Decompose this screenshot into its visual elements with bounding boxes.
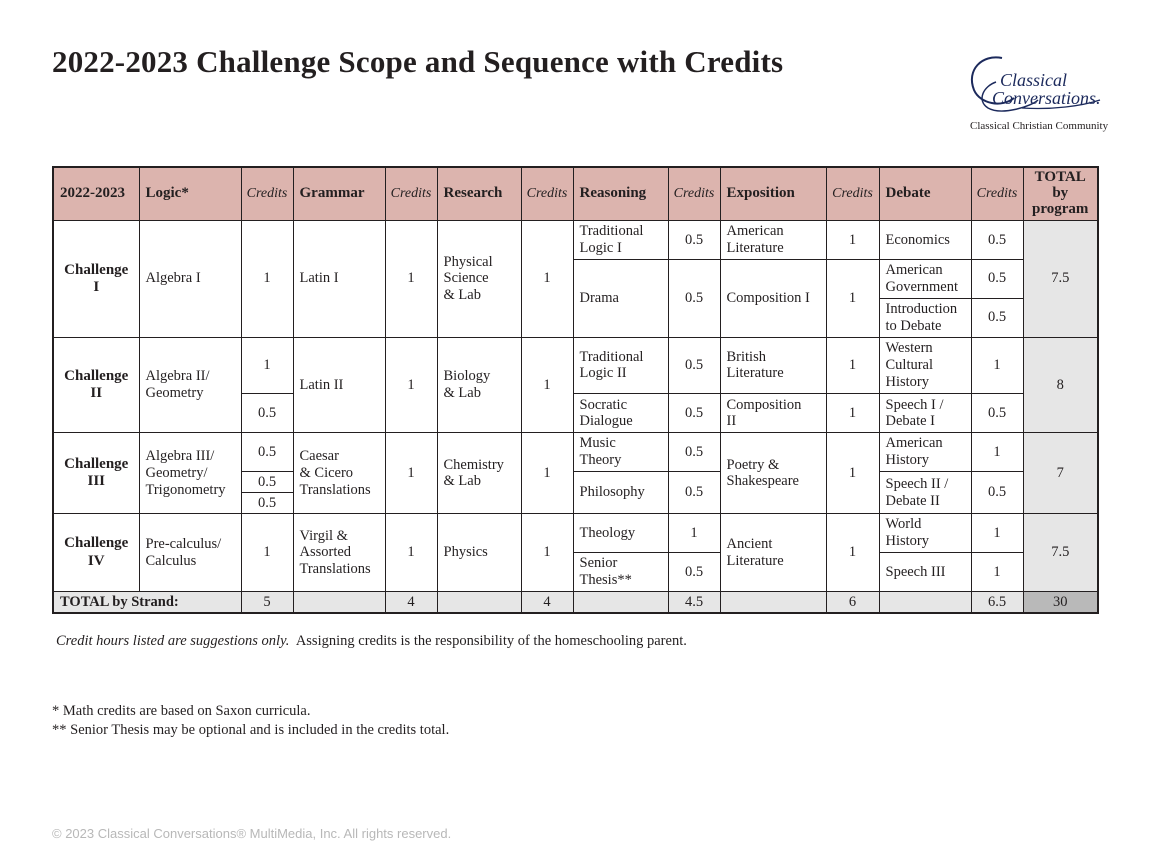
header-exposition: Exposition [720,167,826,221]
cell-research: Physics [437,514,521,592]
cell-logic: Pre-calculus/ Calculus [139,514,241,592]
cell-grammar: Latin I [293,221,385,338]
cell-grammar: Latin II [293,337,385,433]
logo-wordmark-top: Classical [1000,70,1068,90]
cell-credit: 1 [241,337,293,394]
cell-credit: 0.5 [668,433,720,472]
cell-debate: Western Cultural History [879,337,971,394]
cell-credit: 1 [521,514,573,592]
cell-credit: 0.5 [668,553,720,592]
cell-reasoning: Philosophy [573,472,668,514]
header-debate: Debate [879,167,971,221]
cell-credit: 1 [521,337,573,433]
cell-research: Chemistry & Lab [437,433,521,514]
cell-debate: Speech I / Debate I [879,394,971,433]
total-reasoning: 4.5 [668,592,720,614]
cell-debate: American History [879,433,971,472]
cell-credit: 1 [971,337,1023,394]
total-logic: 5 [241,592,293,614]
cell-debate: American Government [879,259,971,298]
totals-spacer [437,592,521,614]
cell-research: Biology & Lab [437,337,521,433]
cell-credit: 0.5 [971,259,1023,298]
footnote-math: * Math credits are based on Saxon curricula. [52,703,311,719]
credits-table [52,166,1099,614]
cell-credit: 1 [241,514,293,592]
cell-credit: 1 [971,514,1023,553]
table-row-challenge-1 [53,221,1098,260]
header-credits: Credits [668,167,720,221]
cell-credit: 1 [385,514,437,592]
cell-reasoning: Senior Thesis** [573,553,668,592]
cell-credit: 1 [521,433,573,514]
cell-credit: 0.5 [971,221,1023,260]
cell-exposition: Composition II [720,394,826,433]
cell-exposition: Poetry & Shakespeare [720,433,826,514]
cell-logic: Algebra II/ Geometry [139,337,241,433]
cell-credit: 1 [241,221,293,338]
cell-debate: Introduction to Debate [879,298,971,337]
totals-spacer [573,592,668,614]
cell-grammar: Virgil & Assorted Translations [293,514,385,592]
cell-credit: 1 [826,433,879,514]
table-row-challenge-2 [53,337,1098,394]
header-credits: Credits [826,167,879,221]
cell-credit: 0.5 [668,221,720,260]
total-research: 4 [521,592,573,614]
cell-logic: Algebra I [139,221,241,338]
header-logic: Logic* [139,167,241,221]
totals-spacer [720,592,826,614]
cell-credit: 0.5 [241,433,293,472]
cell-exposition: American Literature [720,221,826,260]
footnote-senior-thesis: ** Senior Thesis may be optional and is included in the credits total. [52,722,450,738]
cell-credit: 1 [826,394,879,433]
credit-note: Credit hours listed are suggestions only. Assigning credits is the responsibility of the homeschooling parent. [56,633,687,649]
table-header-row [53,167,1098,221]
cell-credit: 1 [521,221,573,338]
cell-credit: 1 [826,259,879,337]
cell-grammar: Caesar & Cicero Translations [293,433,385,514]
classical-conversations-logo [962,50,1107,140]
logo-tagline: Classical Christian Community [970,120,1109,132]
cell-credit: 1 [971,433,1023,472]
cell-credit: 1 [826,221,879,260]
header-total-by-program: TOTAL by program [1023,167,1098,221]
cell-logic: Algebra III/ Geometry/ Trigonometry [139,433,241,514]
cell-credit: 0.5 [668,259,720,337]
header-credits: Credits [971,167,1023,221]
cell-program-total: 7 [1023,433,1098,514]
cell-credit: 0.5 [971,298,1023,337]
cell-credit: 0.5 [668,472,720,514]
cell-reasoning: Music Theory [573,433,668,472]
totals-spacer [879,592,971,614]
cell-research: Physical Science & Lab [437,221,521,338]
cell-reasoning: Traditional Logic II [573,337,668,394]
cell-program-total: 8 [1023,337,1098,433]
cell-debate: Economics [879,221,971,260]
header-year: 2022-2023 [53,167,139,221]
header-credits: Credits [521,167,573,221]
table-totals-row [53,592,1098,614]
table-row-challenge-4 [53,514,1098,553]
cell-reasoning: Socratic Dialogue [573,394,668,433]
cell-reasoning: Traditional Logic I [573,221,668,260]
cell-exposition: British Literature [720,337,826,394]
cell-credit: 0.5 [668,337,720,394]
total-grammar: 4 [385,592,437,614]
copyright: © 2023 Classical Conversations® MultiMedia, Inc. All rights reserved. [52,826,452,841]
cell-program-total: 7.5 [1023,221,1098,338]
header-grammar: Grammar [293,167,385,221]
cell-credit: 1 [385,221,437,338]
row-label-challenge-3: Challenge III [53,433,139,514]
cell-exposition: Ancient Literature [720,514,826,592]
totals-label: TOTAL by Strand: [53,592,241,614]
total-debate: 6.5 [971,592,1023,614]
header-credits: Credits [241,167,293,221]
cell-credit: 0.5 [971,472,1023,514]
totals-spacer [293,592,385,614]
cell-credit: 0.5 [241,472,293,493]
table-row-challenge-3 [53,433,1098,472]
total-exposition: 6 [826,592,879,614]
cell-credit: 1 [668,514,720,553]
cell-credit: 0.5 [971,394,1023,433]
cell-credit: 1 [971,553,1023,592]
row-label-challenge-4: Challenge IV [53,514,139,592]
row-label-challenge-1: Challenge I [53,221,139,338]
cell-reasoning: Theology [573,514,668,553]
row-label-challenge-2: Challenge II [53,337,139,433]
cell-credit: 0.5 [668,394,720,433]
logo-wordmark-bottom: Conversations. [992,88,1101,108]
cell-credit: 1 [385,337,437,433]
cell-reasoning: Drama [573,259,668,337]
cell-credit: 1 [826,337,879,394]
cell-credit: 1 [826,514,879,592]
cell-credit: 0.5 [241,394,293,433]
page-title: 2022-2023 Challenge Scope and Sequence with Credits [52,44,784,79]
cell-debate: World History [879,514,971,553]
cell-debate: Speech II / Debate II [879,472,971,514]
cell-debate: Speech III [879,553,971,592]
cell-credit: 1 [385,433,437,514]
header-reasoning: Reasoning [573,167,668,221]
header-credits: Credits [385,167,437,221]
cell-program-total: 7.5 [1023,514,1098,592]
cell-credit: 0.5 [241,493,293,514]
header-research: Research [437,167,521,221]
grand-total: 30 [1023,592,1098,614]
cell-exposition: Composition I [720,259,826,337]
